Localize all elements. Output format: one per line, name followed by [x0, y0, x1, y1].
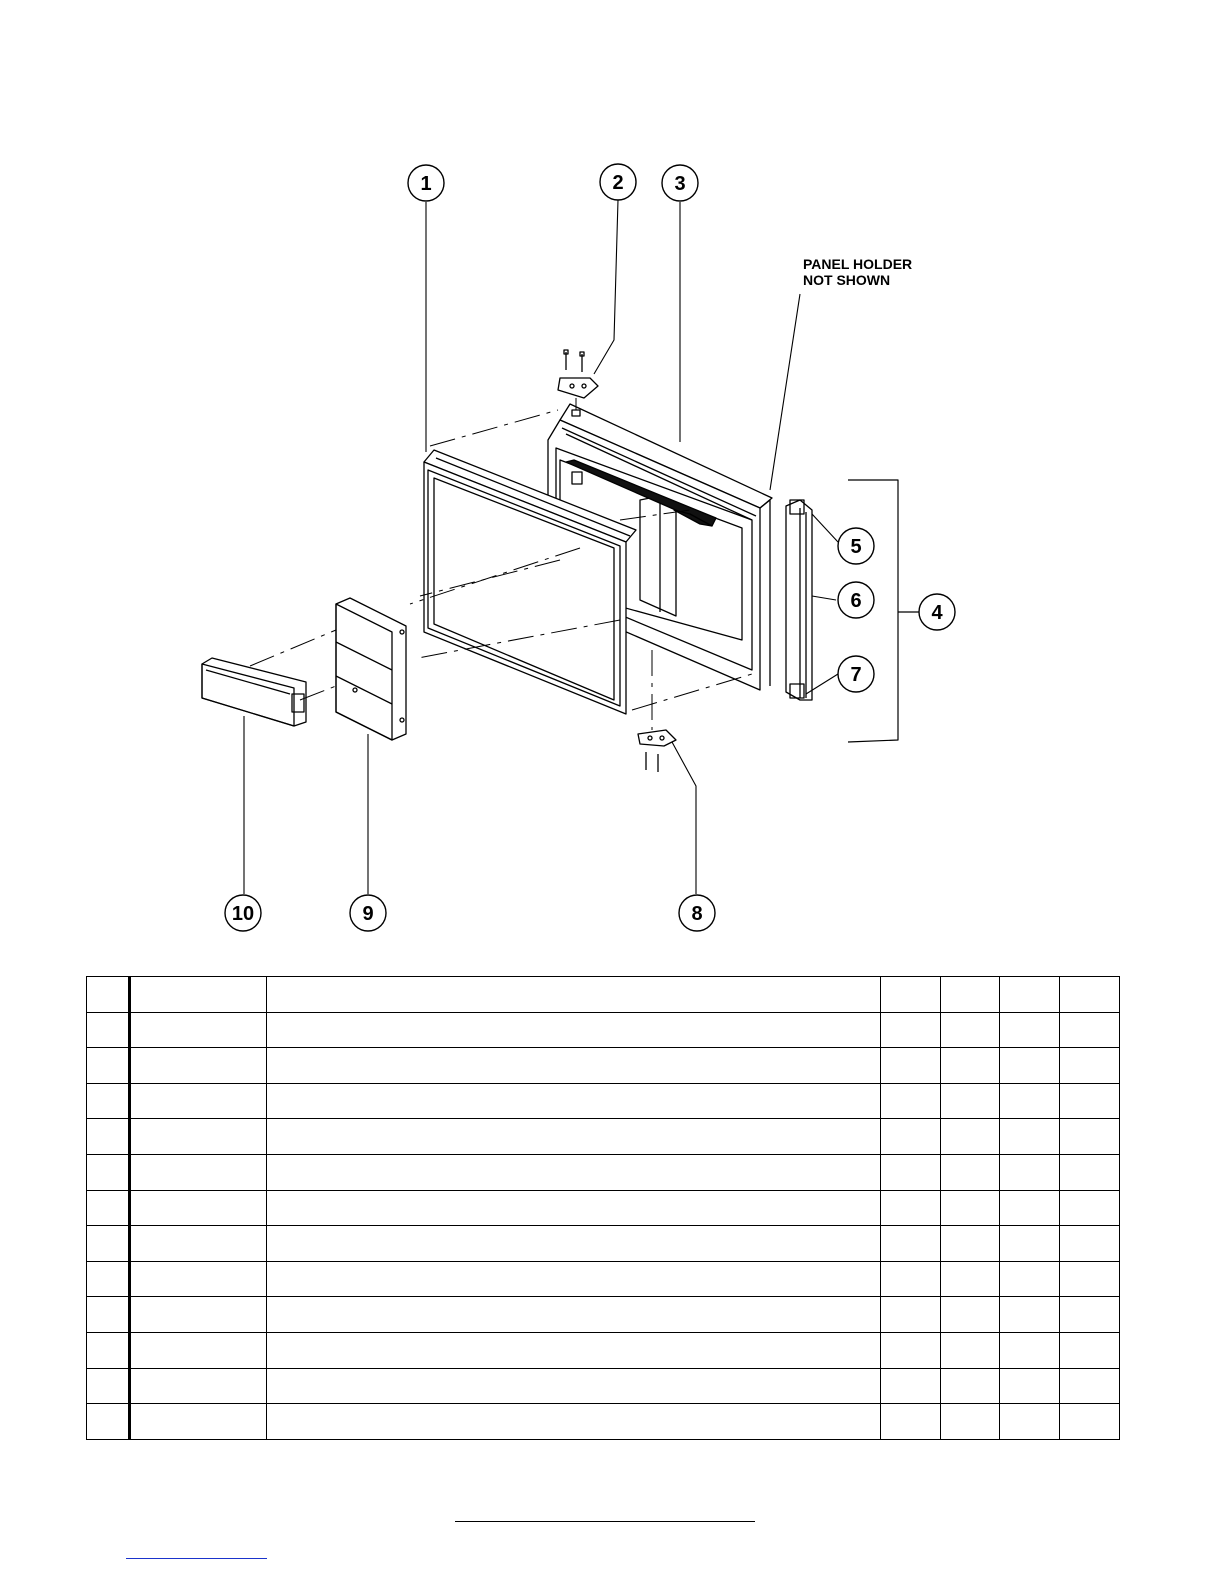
- table-cell: [1060, 1368, 1120, 1404]
- table-cell: [130, 1404, 267, 1440]
- table-cell: [1060, 1333, 1120, 1369]
- table-cell: [267, 1012, 881, 1048]
- table-cell: [130, 977, 267, 1013]
- table-cell: [1060, 1297, 1120, 1333]
- table-cell: [1000, 1155, 1060, 1191]
- table-cell: [1000, 1368, 1060, 1404]
- door-bin-part: [202, 658, 306, 726]
- table-cell: [1000, 977, 1060, 1013]
- table-row: [87, 1368, 1120, 1404]
- callout-7-label: 7: [850, 664, 862, 686]
- table-cell: [1060, 1083, 1120, 1119]
- table-cell: [941, 1333, 1000, 1369]
- callout-1-label: 1: [420, 173, 432, 195]
- top-hinge-part: [558, 350, 598, 398]
- table-cell: [87, 1190, 130, 1226]
- table-cell: [1000, 1261, 1060, 1297]
- table-cell: [130, 1083, 267, 1119]
- table-cell: [87, 1119, 130, 1155]
- table-cell: [881, 1404, 941, 1440]
- table-cell: [87, 977, 130, 1013]
- table-cell: [130, 1333, 267, 1369]
- table-cell: [1060, 1226, 1120, 1262]
- table-cell: [267, 1404, 881, 1440]
- bin-bracket-part: [336, 598, 406, 740]
- table-cell: [941, 1261, 1000, 1297]
- table-cell: [1060, 1048, 1120, 1084]
- parts-list-table: [86, 976, 1120, 1440]
- table-cell: [87, 1155, 130, 1191]
- bottom-hinge-part: [638, 730, 676, 772]
- table-row: [87, 1119, 1120, 1155]
- table-cell: [941, 1155, 1000, 1191]
- callout-2-label: 2: [612, 172, 624, 194]
- callout-6-label: 6: [850, 590, 862, 612]
- table-cell: [267, 1368, 881, 1404]
- footer-link-underline[interactable]: [126, 1558, 267, 1559]
- table-cell: [881, 1190, 941, 1226]
- table-cell: [1060, 1261, 1120, 1297]
- table-cell: [87, 1083, 130, 1119]
- table-row: [87, 977, 1120, 1013]
- table-cell: [87, 1226, 130, 1262]
- table-cell: [130, 1297, 267, 1333]
- table-cell: [881, 1083, 941, 1119]
- table-cell: [881, 1261, 941, 1297]
- table-cell: [941, 1190, 1000, 1226]
- table-cell: [130, 1261, 267, 1297]
- table-cell: [941, 1012, 1000, 1048]
- table-cell: [1000, 1048, 1060, 1084]
- table-cell: [267, 1190, 881, 1226]
- table-cell: [130, 1155, 267, 1191]
- table-cell: [130, 1012, 267, 1048]
- table-cell: [881, 1155, 941, 1191]
- table-row: [87, 1012, 1120, 1048]
- table-cell: [881, 977, 941, 1013]
- table-cell: [941, 1297, 1000, 1333]
- table-row: [87, 1155, 1120, 1191]
- table-row: [87, 1226, 1120, 1262]
- table-cell: [267, 1119, 881, 1155]
- table-cell: [87, 1404, 130, 1440]
- table-cell: [1060, 1119, 1120, 1155]
- table-cell: [267, 1226, 881, 1262]
- table-cell: [130, 1119, 267, 1155]
- table-cell: [881, 1119, 941, 1155]
- table-cell: [267, 1333, 881, 1369]
- panel-holder-note-line2: NOT SHOWN: [803, 272, 891, 288]
- table-cell: [1060, 1190, 1120, 1226]
- footer-rule: [455, 1521, 755, 1522]
- table-cell: [87, 1368, 130, 1404]
- table-cell: [881, 1297, 941, 1333]
- table-cell: [881, 1012, 941, 1048]
- table-cell: [87, 1261, 130, 1297]
- table-cell: [1000, 1297, 1060, 1333]
- table-cell: [1000, 1083, 1060, 1119]
- table-row: [87, 1404, 1120, 1440]
- table-cell: [881, 1226, 941, 1262]
- table-cell: [130, 1048, 267, 1084]
- callout-10-label: 10: [231, 903, 255, 925]
- table-cell: [267, 1048, 881, 1084]
- table-cell: [1060, 1404, 1120, 1440]
- table-cell: [941, 1404, 1000, 1440]
- table-cell: [87, 1012, 130, 1048]
- table-cell: [267, 1083, 881, 1119]
- table-cell: [267, 1155, 881, 1191]
- table-cell: [267, 1297, 881, 1333]
- table-row: [87, 1048, 1120, 1084]
- table-cell: [1000, 1404, 1060, 1440]
- table-cell: [1000, 1119, 1060, 1155]
- table-row: [87, 1261, 1120, 1297]
- table-cell: [941, 1368, 1000, 1404]
- table-cell: [941, 1226, 1000, 1262]
- callout-3-label: 3: [674, 173, 686, 195]
- table-cell: [1060, 1155, 1120, 1191]
- table-row: [87, 1190, 1120, 1226]
- table-cell: [941, 977, 1000, 1013]
- table-cell: [130, 1190, 267, 1226]
- table-cell: [130, 1368, 267, 1404]
- table-cell: [130, 1226, 267, 1262]
- table-cell: [941, 1119, 1000, 1155]
- table-cell: [87, 1297, 130, 1333]
- table-cell: [1060, 977, 1120, 1013]
- callout-5-label: 5: [850, 536, 862, 558]
- table-cell: [87, 1048, 130, 1084]
- callout-9-label: 9: [362, 903, 374, 925]
- table-cell: [941, 1083, 1000, 1119]
- table-row: [87, 1333, 1120, 1369]
- table-cell: [1000, 1190, 1060, 1226]
- table-cell: [1000, 1012, 1060, 1048]
- table-cell: [1000, 1226, 1060, 1262]
- table-cell: [87, 1333, 130, 1369]
- panel-trim-assembly: [786, 500, 812, 700]
- callout-4-label: 4: [931, 602, 943, 624]
- table-cell: [941, 1048, 1000, 1084]
- table-row: [87, 1083, 1120, 1119]
- table-cell: [881, 1368, 941, 1404]
- table-cell: [881, 1048, 941, 1084]
- panel-holder-note-line1: PANEL HOLDER: [803, 256, 913, 272]
- table-cell: [267, 1261, 881, 1297]
- table-cell: [1000, 1333, 1060, 1369]
- table-cell: [1060, 1012, 1120, 1048]
- table-row: [87, 1297, 1120, 1333]
- callout-8-label: 8: [691, 903, 703, 925]
- table-cell: [267, 977, 881, 1013]
- table-cell: [881, 1333, 941, 1369]
